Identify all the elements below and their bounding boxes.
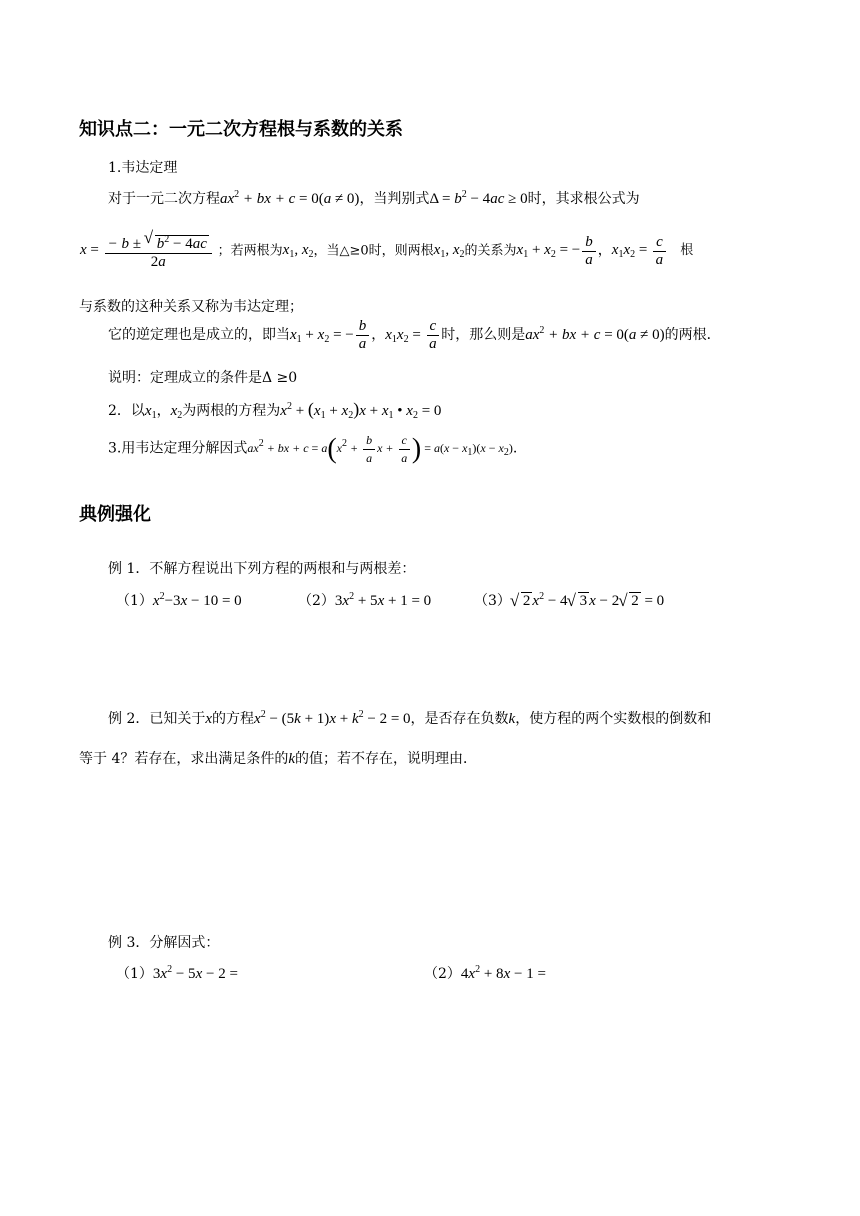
item3-prefix: 3.用韦达定理分解因式 — [108, 440, 248, 457]
paragraph-4: 它的逆定理也是成立的，即当$x_1 + x_2$ = − $\frac{b}{a}$ ，$x_1x_2$ = $\frac{c}{a}$ 时，那么则是$ax^2$ + bx + c = 0(a ≠ 0)的两根． — [108, 318, 721, 352]
ex2-equation: $x^2 - (5k + 1)x + k^2 - 2 = 0$ — [254, 709, 411, 727]
example-1-part-2 — [298, 590, 431, 610]
roots-pair: $x_1$, $x_2$ — [282, 242, 314, 261]
condition-note: 说明：定理成立的条件是Δ ≥0 — [108, 370, 298, 386]
example-1-part-3 — [474, 590, 664, 610]
sum-of-roots: $x_1 + x_2$ = − $\frac{b}{a}$ — [517, 242, 598, 258]
factorization-formula: $ax^2$ + bx + $c = a(x^2$ + $\frac{b}{a}$ x + $\frac{c}{a}$ ) = $a(x - x_1)(x - x_2)$ — [247, 433, 513, 465]
ex3-expression-2: $4x^2 + 8x - 1$ = — [460, 964, 546, 982]
roots-pair-2: $x_1$, $x_2$ — [433, 242, 465, 261]
example-3-part-2 — [424, 963, 546, 983]
ex1-label-3: （3） — [474, 593, 511, 609]
ex2-text-a: 例 2．已知关于 — [108, 711, 206, 727]
item1-title: 1.韦达定理 — [108, 160, 178, 176]
paragraph-4-mid: 时，那么则是 — [441, 326, 526, 343]
item2-prefix: 2．以 — [108, 403, 145, 419]
ex1-label-2: （2） — [298, 593, 335, 609]
ex2-var-k-2: k — [288, 751, 296, 767]
ex1-equation-2: $3x^2 + 5x + 1 = 0$ — [334, 591, 432, 609]
item2: 2．以$x_1$，$x_2$为两根的方程为$x^2 + (x_1 + x_2)x + x_1$ • $x_2 = 0$ — [108, 399, 442, 421]
ex2-text-d: ，使方程的两个实数根的倒数和 — [515, 711, 712, 727]
inverse-sum: $x_1 + x_2$ = − $\frac{b}{a}$ — [290, 327, 371, 343]
quadratic-formula: x = $\frac{- b \pm √ b^2 - 4ac}{2a}$ — [80, 242, 218, 258]
ex2-text-b: 的方程 — [212, 711, 255, 727]
practice-title: 典例强化 — [79, 504, 151, 525]
example-1-part-1 — [116, 590, 242, 610]
example-3-part-1 — [116, 963, 238, 983]
paragraph-4-prefix: 它的逆定理也是成立的，即当 — [108, 326, 290, 343]
paragraph-2-d: 根 — [680, 243, 694, 259]
discriminant: $\Delta = b^2 - 4ac \ge 0$ — [429, 189, 528, 207]
example-2-line-2 — [79, 748, 477, 768]
ex2-var-x: x — [205, 711, 213, 727]
ex2-text-e: 等于 4？若存在，求出满足条件的 — [79, 751, 289, 767]
ex2-text-f: 的值；若不存在，说明理由． — [295, 751, 478, 767]
example-3-title: 例 3．分解因式： — [108, 935, 220, 951]
ex1-equation-1: $x^2-3x - 10 = 0$ — [152, 591, 242, 609]
item2-mid: 为两根的方程为 — [182, 403, 281, 419]
paragraph-2-a: ；若两根为 — [217, 243, 283, 259]
paragraph-2: x = $\frac{- b \pm √ b^2 - 4ac}{2a}$ ；若两根为$x_1$, $x_2$，当△≥0时，则两根$x_1$, $x_2$的关系为$x_1 + x_2$ = − $\frac{b}{a}$ ，$x_1x_2$ = $\frac{c}{a}$ 根 — [80, 231, 693, 271]
paragraph-1-mid: ，当判别式 — [359, 191, 430, 207]
inverse-product: $x_1x_2$ = $\frac{c}{a}$ — [385, 327, 441, 343]
ex1-label-1: （1） — [116, 593, 153, 609]
x1-symbol: $x_1$ — [144, 403, 157, 421]
item3: 3.用韦达定理分解因式$ax^2$ + bx + $c = a(x^2$ + $\frac{b}{a}$ x + $\frac{c}{a}$ ) = $a(x - x_1)(x - x_2)$. — [108, 433, 518, 465]
equation-general: $ax^2$ + bx + c = 0(a ≠ 0) — [220, 189, 360, 207]
paragraph-2-b: ，当△≥0时，则两根 — [313, 243, 434, 259]
section-title: 知识点二：一元二次方程根与系数的关系 — [79, 119, 403, 140]
ex3-label-1: （1） — [116, 966, 153, 982]
ex3-label-2: （2） — [424, 966, 461, 982]
constructed-equation: $x^2 + (x_1 + x_2)x + x_1$ • $x_2 = 0$ — [280, 399, 442, 421]
example-2-line-1 — [108, 708, 711, 728]
x2-symbol: $x_2$ — [170, 403, 183, 421]
paragraph-3: 与系数的这种关系又称为韦达定理； — [79, 299, 303, 315]
paragraph-2-c: 的关系为 — [464, 243, 517, 259]
paragraph-1 — [108, 188, 640, 208]
ex2-var-k: k — [508, 711, 516, 727]
example-1-title: 例 1．不解方程说出下列方程的两根和与两根差： — [108, 561, 416, 577]
paragraph-1-prefix: 对于一元二次方程 — [108, 191, 220, 207]
paragraph-4-suffix: 的两根． — [664, 326, 721, 343]
product-of-roots: $x_1x_2$ = $\frac{c}{a}$ — [612, 242, 668, 258]
ex2-text-c: ，是否存在负数 — [410, 711, 509, 727]
ex1-equation-3: √ 2 $x^2 - 4√$ 3 x − 2√ 2 = 0 — [511, 593, 664, 609]
inverse-equation: $ax^2$ + bx + c = 0(a ≠ 0) — [525, 324, 665, 343]
ex3-expression-1: $3x^2 - 5x - 2$ = — [152, 964, 238, 982]
paragraph-1-suffix: 时，其求根公式为 — [527, 191, 640, 207]
